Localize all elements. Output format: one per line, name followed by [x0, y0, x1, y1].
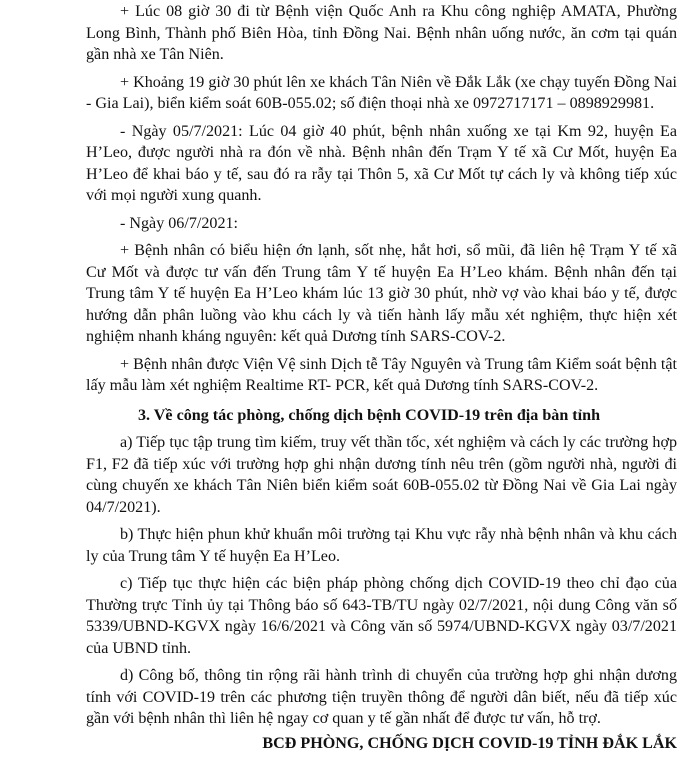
paragraph-item-b: b) Thực hiện phun khử khuẩn môi trường tại Khu vực rẫy nhà bệnh nhân và khu cách ly của Trung tâm Y tế huyện Ea H’Leo.: [86, 526, 677, 565]
paragraph-bus-trip: + Khoảng 19 giờ 30 phút lên xe khách Tân Niên về Đắk Lắk (xe chạy tuyến Đồng Nai - Gia Lai), biển kiểm soát 60B-055.02; số điện thoại nhà xe 0972717171 – 0898929981.: [86, 73, 677, 112]
paragraph-pcr-result: + Bệnh nhân được Viện Vệ sinh Dịch tễ Tây Nguyên và Trung tâm Kiểm soát bệnh tật lấy mẫu làm xét nghiệm Realtime RT- PCR, kết quả Dương tính SARS-COV-2.: [86, 355, 677, 394]
signature-line: BCĐ PHÒNG, CHỐNG DỊCH COVID-19 TỈNH ĐẮK LẮK: [262, 735, 677, 752]
section-heading: 3. Về công tác phòng, chống dịch bệnh COVID-19 trên địa bàn tỉnh: [138, 406, 601, 424]
paragraph-item-d: d) Công bố, thông tin rộng rãi hành trình di chuyển của trường hợp ghi nhận dương tính với COVID-19 trên các phương tiện truyền thông để người dân biết, nếu đã tiếp xúc gần với bệnh nhân thì liên hệ ngay cơ quan y tế gần nhất để được tư vấn, hỗ trợ.: [86, 667, 677, 727]
paragraph-travel-amata: + Lúc 08 giờ 30 đi từ Bệnh viện Quốc Anh ra Khu công nghiệp AMATA, Phường Long Bình, Thành phố Biên Hòa, tỉnh Đồng Nai. Bệnh nhân uống nước, ăn cơm tại quán gần nhà xe Tân Niên.: [86, 3, 677, 63]
paragraph-date-05-07: - Ngày 05/7/2021: Lúc 04 giờ 40 phút, bệnh nhân xuống xe tại Km 92, huyện Ea H’Leo, được người nhà ra đón về nhà. Bệnh nhân đến Trạm Y tế xã Cư Mốt, huyện Ea H’Leo để khai báo y tế, sau đó ra rẫy tại Thôn 5, xã Cư Mốt tự cách ly và không tiếp xúc với mọi người xung quanh.: [86, 122, 677, 204]
paragraph-date-06-07: - Ngày 06/7/2021:: [120, 214, 239, 232]
paragraph-symptoms: + Bệnh nhân có biểu hiện ớn lạnh, sốt nhẹ, hắt hơi, sổ mũi, đã liên hệ Trạm Y tế xã Cư Mốt và được tư vấn đến Trung tâm Y tế huyện Ea H’Leo khám. Bệnh nhân đến tại Trung tâm Y tế huyện Ea H’Leo khám lúc 13 giờ 30 phút, nhờ vợ vào khai báo y tế, được hướng dẫn phân luồng vào khu cách ly và tiến hành lấy mẫu xét nghiệm, thực hiện xét nghiệm nhanh kháng nguyên: kết quả Dương tính SARS-COV-2.: [86, 242, 677, 345]
paragraph-item-c: c) Tiếp tục thực hiện các biện pháp phòng chống dịch COVID-19 theo chỉ đạo của Thường trực Tỉnh ủy tại Thông báo số 643-TB/TU ngày 02/7/2021, nội dung Công văn số 5339/UBND-KGVX ngày 16/6/2021 và Công văn số 5974/UBND-KGVX ngày 03/7/2021 của UBND tỉnh.: [86, 575, 677, 657]
paragraph-item-a: a) Tiếp tục tập trung tìm kiếm, truy vết thần tốc, xét nghiệm và cách ly các trường hợp F1, F2 đã tiếp xúc với trường hợp ghi nhận dương tính nêu trên (gồm người nhà, người đi cùng chuyến xe khách Tân Niên biển kiểm soát 60B-055.02 từ Đồng Nai về Gia Lai ngày 04/7/2021).: [86, 434, 677, 516]
